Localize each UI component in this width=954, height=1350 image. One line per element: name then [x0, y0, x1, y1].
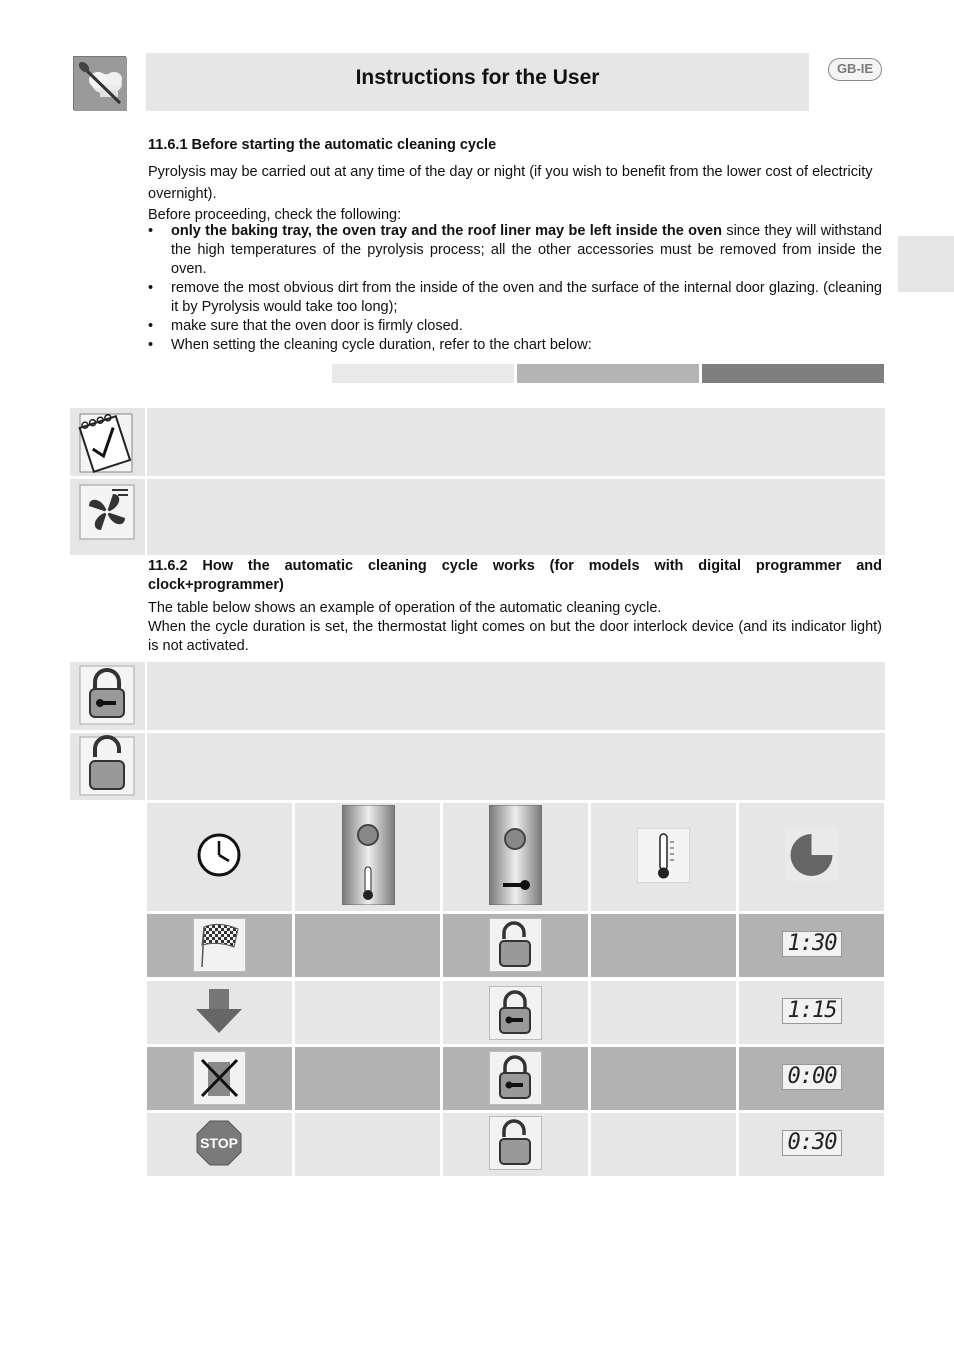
padlock-closed-icon — [70, 662, 145, 730]
lock-closed-icon-cell — [70, 662, 145, 730]
display-readout: 0:00 — [782, 1064, 842, 1090]
table-cell — [443, 1047, 588, 1110]
section-heading-11-6-2: 11.6.2 How the automatic cleaning cycle works (for models with digital programmer and clock+programmer) — [148, 558, 882, 593]
section-paragraph: The table below shows an example of operation of the automatic cleaning cycle. — [148, 600, 662, 616]
note-icon-cell — [70, 408, 145, 476]
table-header-cell — [443, 803, 588, 911]
logo — [73, 56, 126, 110]
lock-open-icon-cell — [70, 733, 145, 800]
stop-sign-icon — [196, 1120, 242, 1166]
fan-icon — [70, 479, 145, 555]
padlock-closed-icon — [489, 986, 542, 1040]
table-header-cell — [295, 803, 440, 911]
table-cell — [591, 1047, 736, 1110]
table-cell — [147, 1047, 292, 1110]
display-readout: 1:15 — [782, 998, 842, 1024]
table-cell — [739, 914, 884, 977]
chart-segment-dark — [702, 364, 884, 383]
chart-segment-mid — [517, 364, 699, 383]
clock-icon — [194, 828, 244, 878]
table-cell — [443, 981, 588, 1044]
padlock-open-icon — [70, 733, 145, 800]
table-cell — [443, 1113, 588, 1176]
intro-paragraph: Pyrolysis may be carried out at any time of the day or night (if you wish to benefit from the lower cost of electricity overnight). — [148, 164, 873, 202]
table-cell — [295, 914, 440, 977]
table-cell — [147, 1113, 292, 1176]
svg-text:STOP: STOP — [200, 1135, 238, 1151]
language-badge: GB-IE — [828, 58, 882, 81]
table-cell — [591, 914, 736, 977]
side-tab — [898, 236, 954, 292]
padlock-closed-icon — [489, 1051, 542, 1105]
table-cell — [147, 981, 292, 1044]
lock-closed-panel — [147, 662, 885, 730]
note-panel — [147, 408, 885, 476]
crossed-out-icon — [193, 1051, 246, 1105]
table-cell — [739, 1047, 884, 1110]
timer-pie-icon — [785, 828, 838, 881]
page-title: Instructions for the User — [355, 66, 600, 89]
table-header-cell — [739, 803, 884, 911]
table-cell — [443, 914, 588, 977]
padlock-open-icon — [489, 1116, 542, 1170]
table-header-cell — [591, 803, 736, 911]
table-cell — [295, 981, 440, 1044]
list-item: • only the baking tray, the oven tray and the roof liner may be left inside the oven since they will withstand the high temperatures of the pyrolysis process; all the other accessories must be removed from inside the oven. — [148, 222, 882, 279]
list-item: • remove the most obvious dirt from the inside of the oven and the surface of the internal door glazing. (cleaning it by Pyrolysis would take too long); — [148, 279, 882, 317]
padlock-open-icon — [489, 918, 542, 972]
table-header-cell — [147, 803, 292, 911]
display-readout: 0:30 — [782, 1130, 842, 1156]
fan-panel — [147, 479, 885, 555]
checkered-flag-icon — [193, 918, 246, 972]
table-cell — [295, 1047, 440, 1110]
table-cell — [295, 1113, 440, 1176]
table-cell — [591, 981, 736, 1044]
section-heading-11-6-1: 11.6.1 Before starting the automatic cleaning cycle — [148, 137, 497, 153]
spoon-chef-hat-icon — [74, 57, 127, 111]
table-cell — [739, 1113, 884, 1176]
check-list — [148, 222, 882, 355]
table-cell — [147, 914, 292, 977]
chart-segment-light — [332, 364, 514, 383]
lock-open-panel — [147, 733, 885, 800]
door-lock-light-icon — [489, 805, 542, 905]
notepad-check-icon — [70, 408, 145, 476]
table-cell — [739, 981, 884, 1044]
fan-icon-cell — [70, 479, 145, 555]
thermometer-icon — [637, 828, 690, 883]
thermostat-light-icon — [342, 805, 395, 905]
table-cell — [591, 1113, 736, 1176]
down-arrow-icon — [194, 987, 244, 1037]
list-item: • make sure that the oven door is firmly closed. — [148, 317, 882, 336]
intro-check-line: Before proceeding, check the following: — [148, 207, 402, 223]
display-readout: 1:30 — [782, 931, 842, 957]
section-paragraph: When the cycle duration is set, the thermostat light comes on but the door interlock device (and its indicator light) is not activated. — [148, 619, 882, 654]
list-item: • When setting the cleaning cycle duration, refer to the chart below: — [148, 336, 882, 355]
